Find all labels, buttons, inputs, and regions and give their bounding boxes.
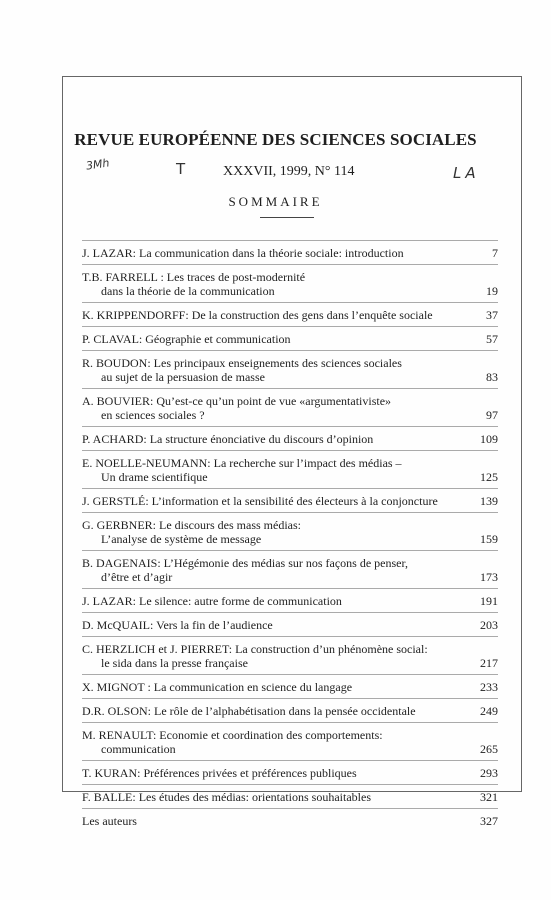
toc-page-number: 57 <box>486 332 498 346</box>
toc-entry <box>82 512 498 550</box>
toc-entry <box>82 722 498 760</box>
toc-entry-text: C. HERZLICH et J. PIERRET: La construction d’un phénomène social: <box>82 642 428 656</box>
toc-entry-text: au sujet de la persuasion de masse <box>101 370 265 384</box>
section-title: SOMMAIRE <box>228 194 323 209</box>
toc-page-number: 19 <box>486 284 498 298</box>
toc-entry <box>82 488 498 512</box>
toc-page-number: 327 <box>480 814 498 828</box>
toc-entry-text: P. CLAVAL: Géographie et communication <box>82 332 291 346</box>
toc-entry <box>82 388 498 426</box>
toc-entry <box>82 698 498 722</box>
toc-page-number: 173 <box>480 570 498 584</box>
toc-entry-text: J. LAZAR: La communication dans la théorie sociale: introduction <box>82 246 404 260</box>
toc-entry-text: P. ACHARD: La structure énonciative du discours d’opinion <box>82 432 374 446</box>
toc-entry-text: en sciences sociales ? <box>101 408 205 422</box>
toc-entry-text: dans la théorie de la communication <box>101 284 275 298</box>
toc-entry <box>82 240 498 264</box>
toc-entry-text: X. MIGNOT : La communication en science du langage <box>82 680 353 694</box>
toc-entry <box>82 426 498 450</box>
toc-entry-text: B. DAGENAIS: L’Hégémonie des médias sur nos façons de penser, <box>82 556 409 570</box>
toc-entry <box>82 450 498 488</box>
toc-page-number: 203 <box>480 618 498 632</box>
toc-page-number: 109 <box>480 432 498 446</box>
toc-page-number: 7 <box>492 246 498 260</box>
table-of-contents <box>82 240 498 832</box>
toc-page-number: 217 <box>480 656 498 670</box>
toc-entry <box>82 326 498 350</box>
toc-entry <box>82 302 498 326</box>
toc-entry-text: D. McQUAIL: Vers la fin de l’audience <box>82 618 273 632</box>
toc-entry <box>82 808 498 832</box>
handwritten-note-right: LA <box>453 164 480 182</box>
toc-entry-text: G. GERBNER: Le discours des mass médias: <box>82 518 301 532</box>
toc-entry-text: Un drame scientifique <box>101 470 208 484</box>
toc-entry-text: le sida dans la presse française <box>101 656 248 670</box>
toc-page-number: 233 <box>480 680 498 694</box>
toc-entry <box>82 612 498 636</box>
toc-entry-text: Les auteurs <box>82 814 137 828</box>
toc-entry <box>82 588 498 612</box>
issue-info: XXXVII, 1999, N° 114 <box>223 164 355 179</box>
toc-entry-text: A. BOUVIER: Qu’est-ce qu’un point de vue «argumentativiste» <box>82 394 392 408</box>
toc-entry-text: F. BALLE: Les études des médias: orientations souhaitables <box>82 790 371 804</box>
toc-page-number: 159 <box>480 532 498 546</box>
handwritten-note-middle: T <box>176 160 186 178</box>
toc-entry-text: J. GERSTLÉ: L’information et la sensibilité des électeurs à la conjoncture <box>82 494 438 508</box>
journal-title: REVUE EUROPÉENNE DES SCIENCES SOCIALES <box>74 130 477 149</box>
toc-entry-text: D.R. OLSON: Le rôle de l’alphabétisation dans la pensée occidentale <box>82 704 416 718</box>
handwritten-note-left: 3Mh <box>85 156 111 173</box>
toc-entry <box>82 760 498 784</box>
toc-entry-text: J. LAZAR: Le silence: autre forme de communication <box>82 594 342 608</box>
toc-entry <box>82 264 498 302</box>
toc-page-number: 125 <box>480 470 498 484</box>
toc-entry <box>82 636 498 674</box>
toc-entry-text: communication <box>101 742 176 756</box>
toc-page-number: 37 <box>486 308 498 322</box>
toc-entry-text: L’analyse de système de message <box>101 532 262 546</box>
toc-page-number: 293 <box>480 766 498 780</box>
toc-page-number: 321 <box>480 790 498 804</box>
toc-entry <box>82 550 498 588</box>
toc-page-number: 97 <box>486 408 498 422</box>
toc-page-number: 265 <box>480 742 498 756</box>
toc-page-number: 249 <box>480 704 498 718</box>
toc-page-number: 191 <box>480 594 498 608</box>
toc-entry-text: T.B. FARRELL : Les traces de post-modernité <box>82 270 306 284</box>
toc-page-number: 139 <box>480 494 498 508</box>
toc-entry-text: d’être et d’agir <box>101 570 173 584</box>
toc-page-number: 83 <box>486 370 498 384</box>
toc-entry-text: K. KRIPPENDORFF: De la construction des gens dans l’enquête sociale <box>82 308 433 322</box>
toc-entry <box>82 784 498 808</box>
title-underline <box>260 217 314 218</box>
toc-entry-text: R. BOUDON: Les principaux enseignements des sciences sociales <box>82 356 402 370</box>
toc-entry <box>82 674 498 698</box>
toc-entry <box>82 350 498 388</box>
toc-entry-text: M. RENAULT: Economie et coordination des comportements: <box>82 728 383 742</box>
toc-entry-text: T. KURAN: Préférences privées et préférences publiques <box>82 766 357 780</box>
toc-entry-text: E. NOELLE-NEUMANN: La recherche sur l’impact des médias – <box>82 456 402 470</box>
